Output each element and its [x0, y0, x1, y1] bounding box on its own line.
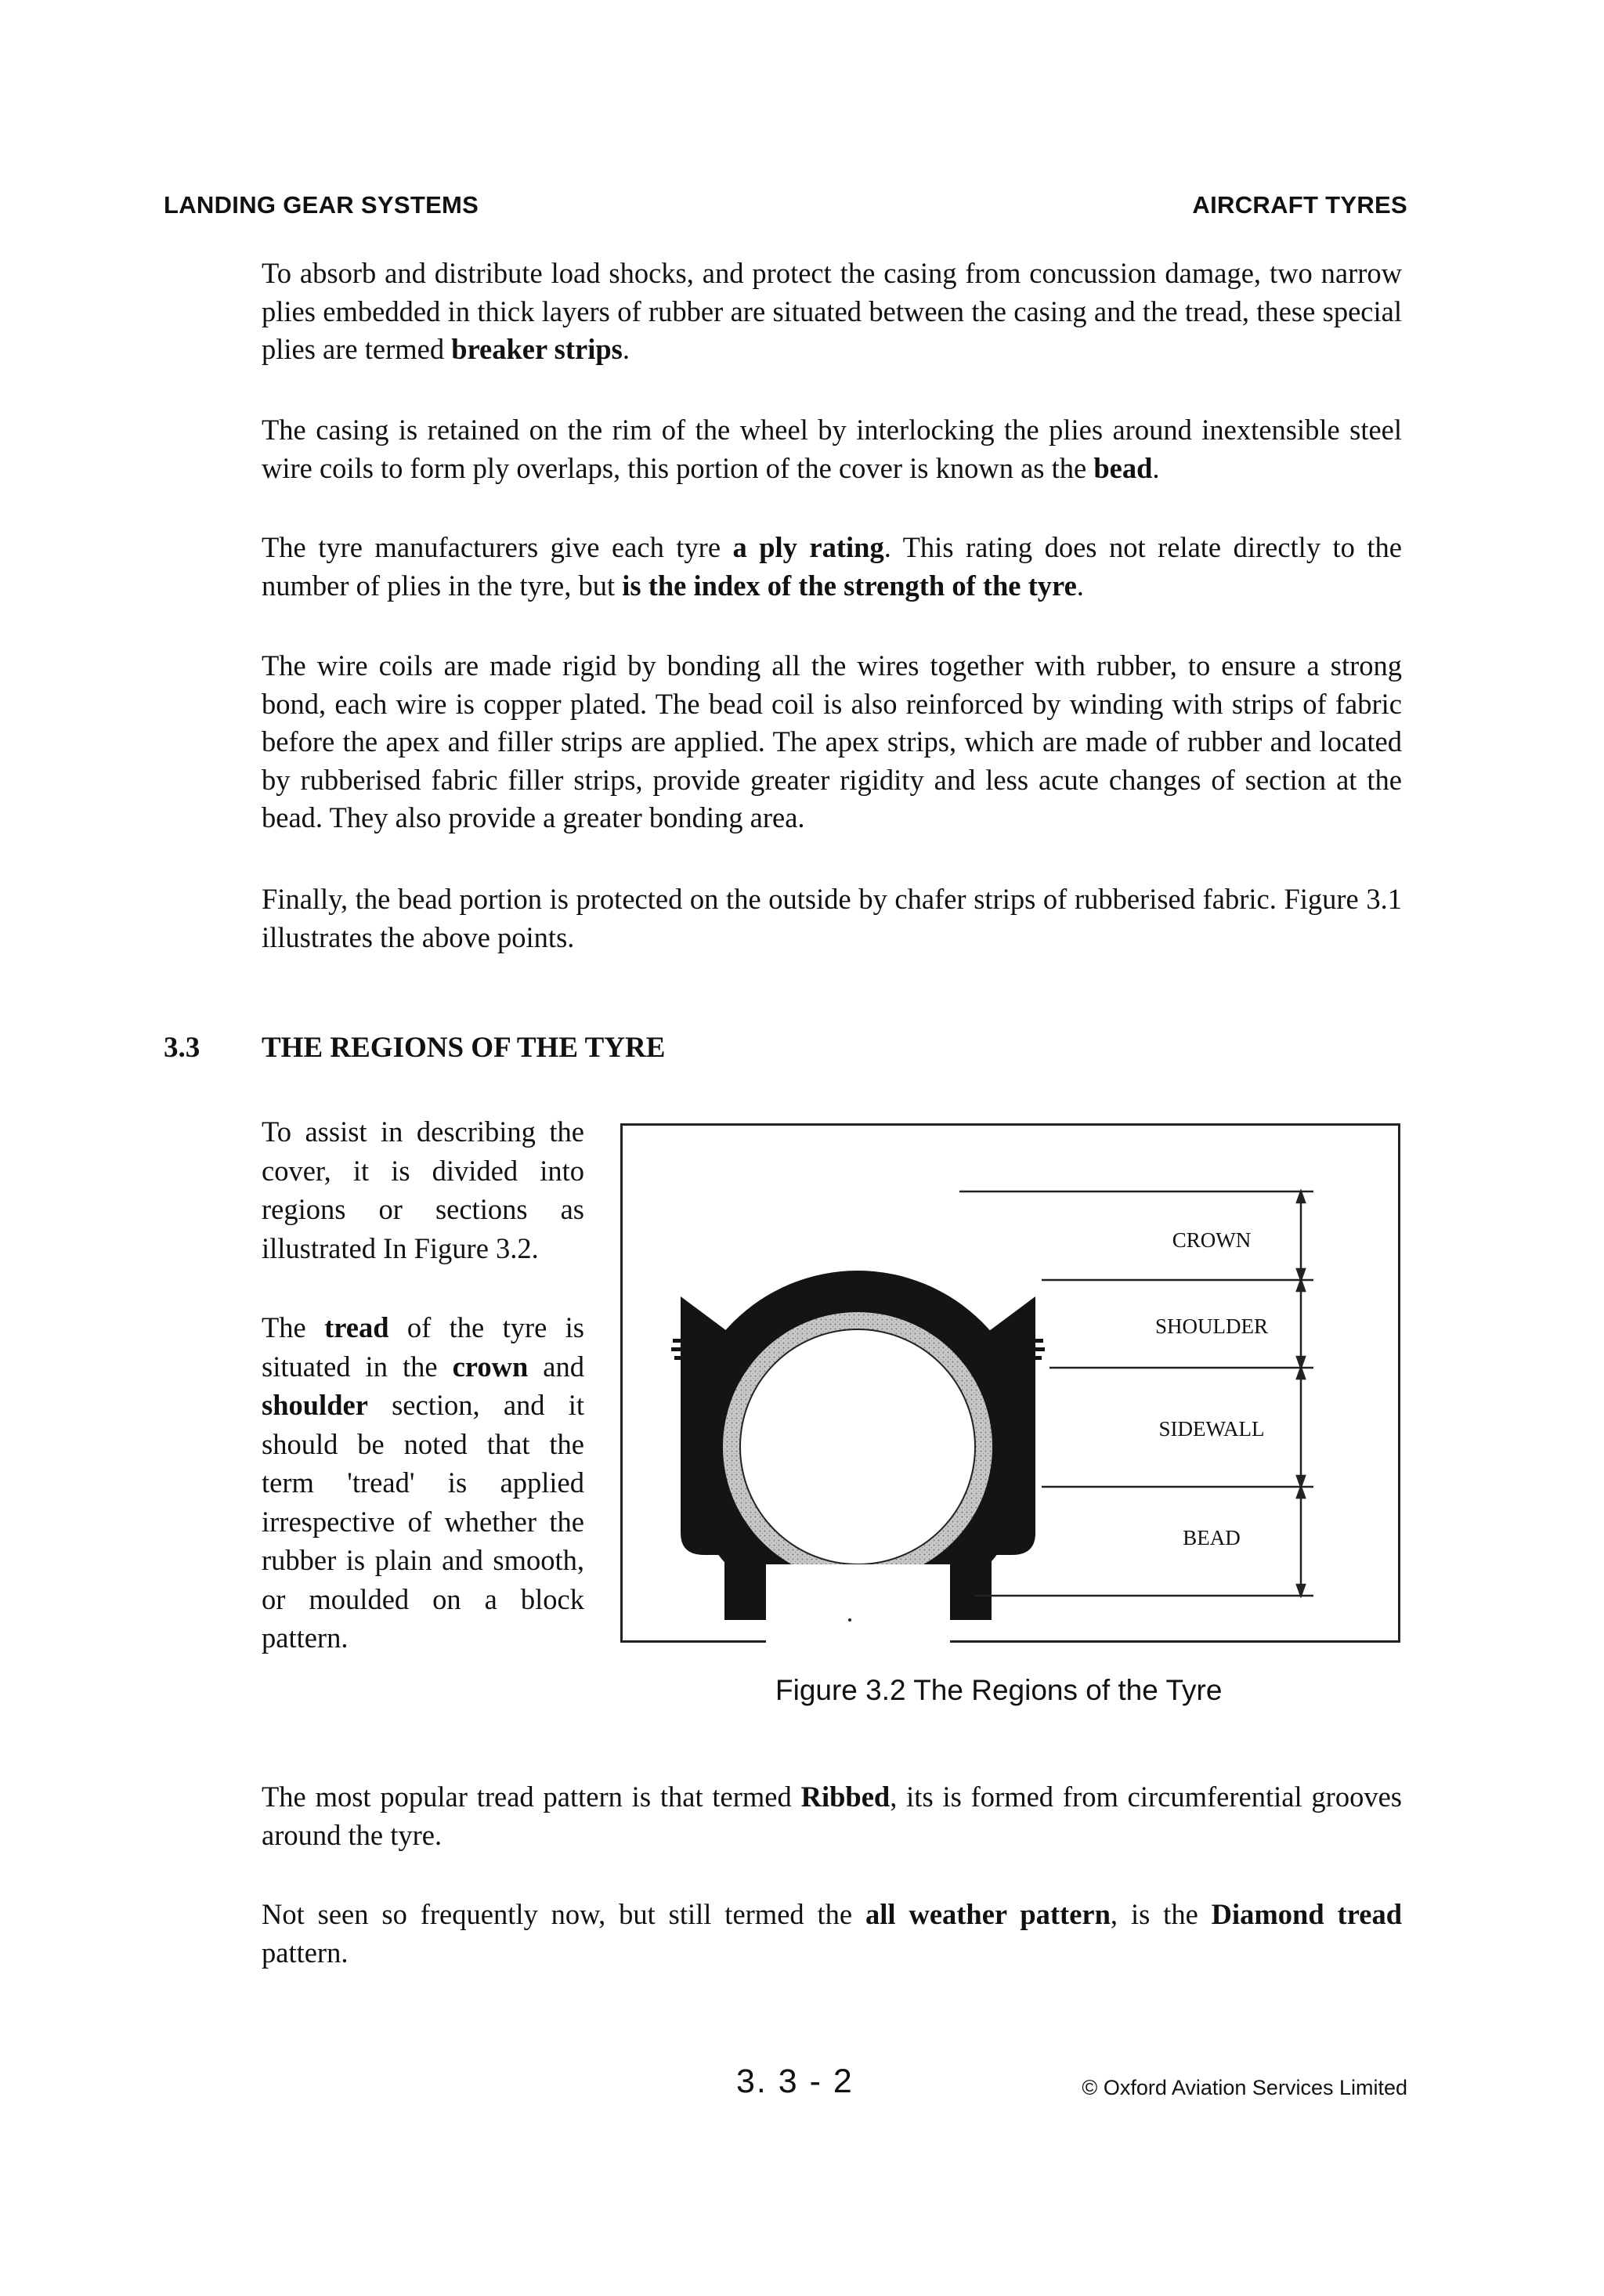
term-tread: tread — [324, 1311, 389, 1343]
paragraph-chafer-strips: Finally, the bead portion is protected on the outside by chafer strips of rubberised fabric. Figure 3.1 illustrates the above points. — [262, 883, 1402, 953]
term-breaker-strips: breaker strips — [451, 333, 623, 365]
rim-opening — [740, 1329, 975, 1564]
term-ply-rating: a ply rating — [732, 531, 884, 563]
paragraph-bead: The casing is retained on the rim of the wheel by interlocking the plies around inextensible steel wire coils to form ply overlaps, this portion of the cover is known as the bead. — [262, 414, 1402, 484]
paragraph-diamond-tread: Not seen so frequently now, but still termed the all weather pattern, is the Diamond tread pattern. — [262, 1898, 1402, 1969]
term-all-weather: all weather pattern — [865, 1898, 1111, 1930]
paragraph-breaker-strips: To absorb and distribute load shocks, and protect the casing from concussion damage, two narrow plies embedded in thick layers of rubber are situated between the casing and the tread, these special plies are termed breaker strips. — [262, 257, 1402, 365]
term-diamond-tread: Diamond tread — [1211, 1898, 1402, 1930]
section-title: THE REGIONS OF THE TYRE — [262, 1032, 666, 1064]
tyre-diagram — [623, 1126, 1403, 1645]
paragraph-tread-definition: The tread of the tyre is situated in the crown and shoulder section, and it should be noted that the term 'tread' is applied irrespective of whether the rubber is plain and smooth, or moulded on a block pattern. — [262, 1311, 584, 1654]
label-bead: BEAD — [1183, 1526, 1241, 1549]
label-crown: CROWN — [1172, 1228, 1252, 1252]
figure-tyre-regions — [620, 1123, 1400, 1643]
term-shoulder: shoulder — [262, 1389, 368, 1421]
paragraph-wire-coils: The wire coils are made rigid by bonding all the wires together with rubber, to ensure a strong bond, each wire is copper plated. The bead coil is also reinforced by winding with strips of fabric before the apex and filler strips are applied. The apex strips, which are made of rubber and located by rubberised fabric filler strips, provide greater rigidity and less acute changes of section at the bead. They also provide a greater bonding area. — [262, 649, 1402, 833]
term-crown: crown — [452, 1350, 529, 1383]
label-shoulder: SHOULDER — [1154, 1314, 1269, 1338]
copyright-notice: © Oxford Aviation Services Limited — [1082, 2076, 1407, 2099]
section-number: 3.3 — [164, 1032, 200, 1064]
paragraph-ply-rating: The tyre manufacturers give each tyre a ply rating. This rating does not relate directly to the number of plies in the tyre, but is the index of the strength of the tyre. — [262, 531, 1402, 602]
running-header-right: AIRCRAFT TYRES — [1192, 191, 1407, 219]
label-sidewall: SIDEWALL — [1158, 1417, 1265, 1441]
stray-mark — [848, 1618, 851, 1622]
dimension-arrows — [1297, 1191, 1305, 1596]
paragraph-regions-intro: To assist in describing the cover, it is divided into regions or sections as illustrated In Figure 3.2. — [262, 1115, 584, 1264]
term-strength-index: is the index of the strength of the tyre — [622, 569, 1077, 602]
figure-caption: Figure 3.2 The Regions of the Tyre — [775, 1674, 1223, 1706]
term-bead: bead — [1093, 451, 1153, 484]
paragraph-ribbed: The most popular tread pattern is that termed Ribbed, its is formed from circumferential grooves around the tyre. — [262, 1781, 1402, 1851]
page-number: 3. 3 - 2 — [736, 2063, 854, 2100]
tyre-cross-section — [671, 1201, 1045, 1643]
term-ribbed: Ribbed — [800, 1781, 891, 1813]
running-header-left: LANDING GEAR SYSTEMS — [164, 191, 479, 219]
